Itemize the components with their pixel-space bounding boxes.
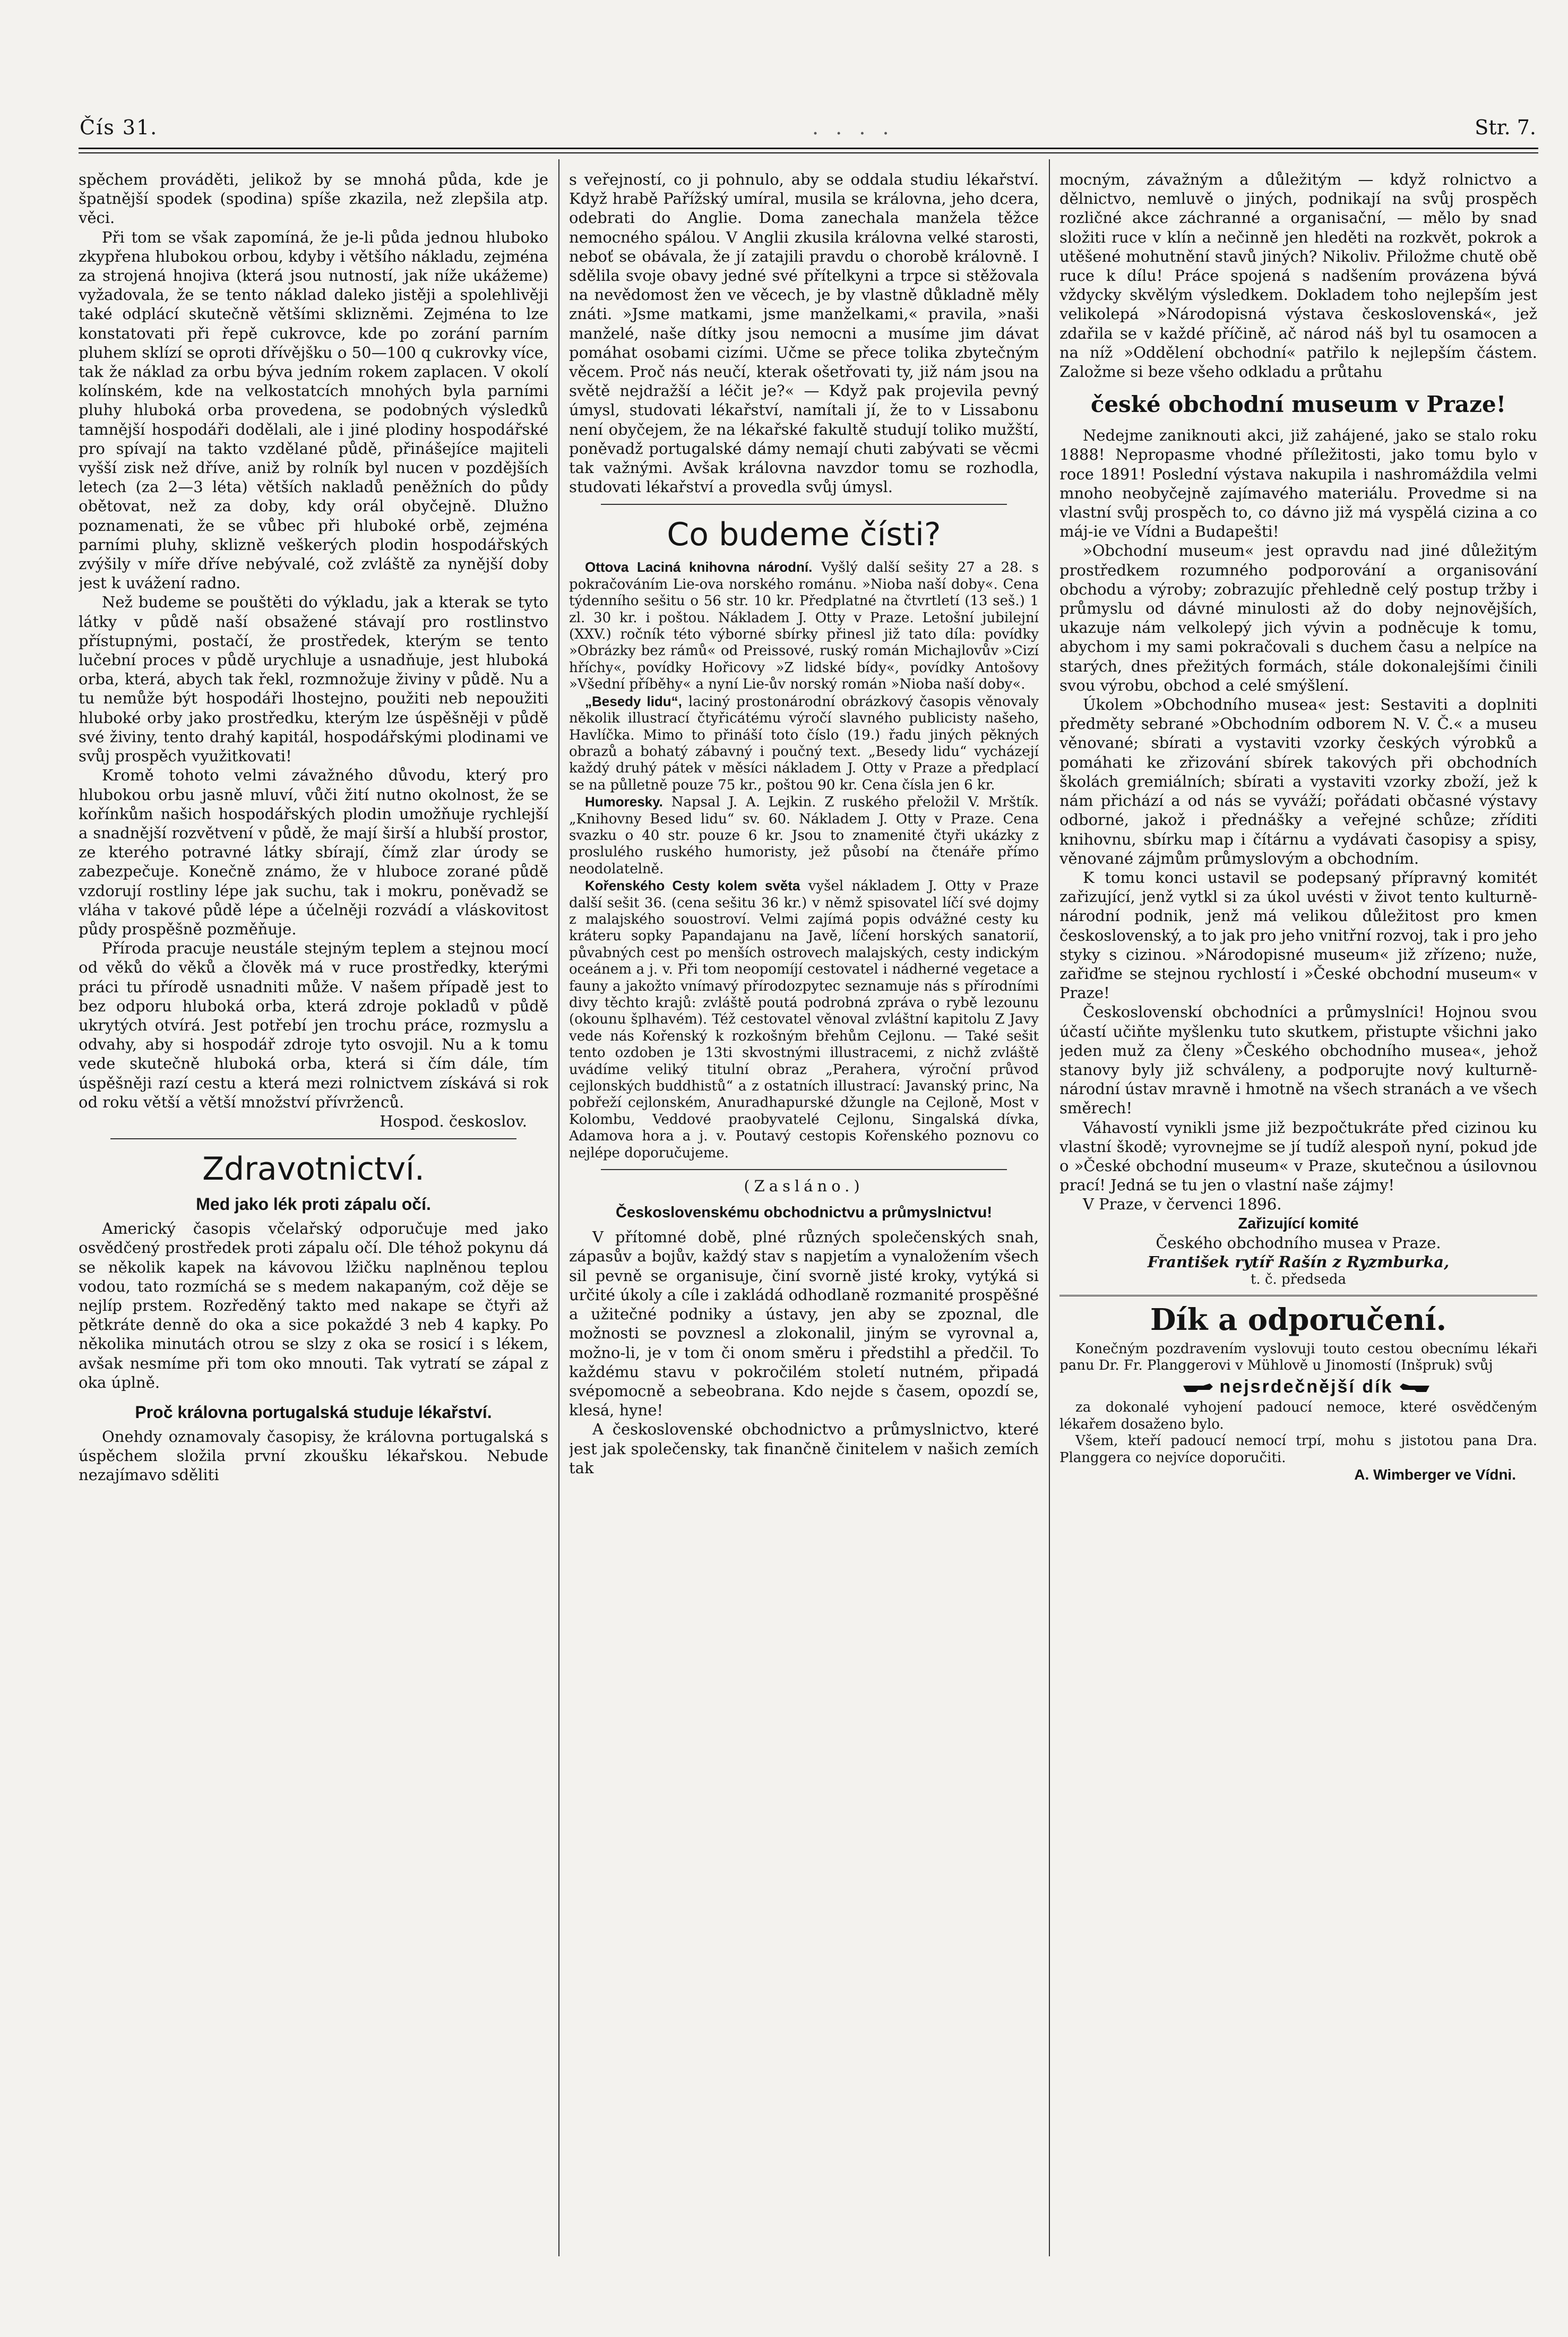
column-3 (1059, 170, 1537, 2256)
notice-text: Napsal J. A. Lejkin. Z ruského přeložil V. Mrštík. „Knihovny Besed lidu“ sv. 60. Nákladem J. Otty v Praze. Cena svazku o 40 str. pouze 6 kr. Jsou to znamenité čtyři ukázky z proslulého ruského humoristy, jež působí na čtenáře přímo neodolatelně. (569, 794, 1039, 877)
article-heading-appeal: Československému obchodnictvu a průmyslnictvu! (615, 1204, 993, 1222)
pointing-hand-icon (1182, 1381, 1214, 1394)
zaslano-label: (Zasláno.) (744, 1177, 864, 1196)
notice-item (569, 693, 1039, 794)
page-number: Str. 7. (1475, 116, 1536, 139)
heading-museum: české obchodní museum v Praze! (1090, 391, 1506, 418)
section-title-health: Zdravotnictví. (202, 1150, 425, 1188)
paragraph: spěchem prováděti, jelikož by se mnohá půda, kde je špatnější spodek (spodina) spíše zkazila, než zlepšila atp. věci. (79, 170, 548, 227)
signer-role: t. č. předseda (1250, 1271, 1347, 1288)
paragraph: Americký časopis včelařský odporučuje med jako osvědčený prostředek proti zápalu očí. Dle téhož pokynu dá se několik kapek na kávovou lžičku naplněnou teplou vodou, tato rozmíchá se s medem nakapaným, což děje se nejlíp prstem. Rozředěný takto med nakape se čtyři až pětkráte denně do oka a sice pokaždé 3 neb 4 kapky. Po několika minutách otrou se slzy z oka se rosicí i s lékem, avšak nesmíme při tom oko mnouti. Tak vytratí se zápal z oka úplně. (79, 1219, 548, 1391)
issue-number: Čís 31. (80, 116, 158, 139)
column-divider (558, 159, 559, 2256)
heading-thanks: Dík a odporučení. (1150, 1302, 1447, 1337)
committee-signer: František rytíř Rašín z Ryzmburka, (1147, 1252, 1450, 1271)
date-line: V Praze, v červenci 1896. (1083, 1195, 1282, 1214)
page-header (80, 111, 1536, 145)
header-center: . . . . (812, 116, 894, 139)
paragraph: Kromě tohoto velmi závažného důvodu, který pro hlubokou orbu jasně mluví, vůči žití nutno okolnost, že se kořínkům našich hospodářských plodin umožňuje rychlejší a snadnější rozvětvení v půdě, že mají širší a hlubší prostor, ze kterého potravné látky sbírají, čímž zlar úrody se zabezpečuje. Konečně známo, že v hluboce zorané půdě vzdorují rostliny lépe jak suchu, tak i mokru, poněvadž se vláha v takové půdě lépe a účelněji rozvádí a vláskovitost půdy prospěšně pozměňuje. (79, 766, 548, 938)
notice-item (569, 878, 1039, 1162)
article-heading-honey: Med jako lék proti zápalu očí. (196, 1195, 431, 1214)
paragraph: Československí obchodníci a průmyslníci! Hojnou svou účastí učiňte myšlenku tuto skutkem, přistupte všichni jako jeden muž za členy »Českého obchodního musea«, jehož stanovy byly již schváleny, a podporujte nový kulturně-národní ústav mravně i hmotně na všech stranách a ve všech směrech! (1059, 1003, 1537, 1118)
notice-text: vyšel nákladem J. Otty v Praze další sešit 36. (cena sešitu 36 kr.) v němž spisovatel líčí své dojmy z malajského souostroví. Velmi zajímá popis odvážné cesty ku kráteru sopky Papandajanu na Javě, líčení horských sanatorií, půvabných cest po menších ostrovech malajských, cesty indickým oceánem a j. v. Při tom neopomíjí cestovatel i nádherné vegetace a fauny a jakožto vnímavý přírodozpytec seznamuje nás s přírodními divy těchto krajů: zvláště poutá podrobná zpráva o rybě lezounu (okounu šplhavém). Též cestovatel věnoval zvláštní kapitolu Z Javy vede nás Kořenský k rozkošným břehům Cejlonu. — Také sešit tento ozdoben je 13ti skvostnými illustracemi, z nichž zvláště uvádíme veliký titulní obraz „Perahera, výroční průvod cejlonských buddhistů“ a z ostatních illustrací: Javanský princ, Na pobřeží cejlonském, Anuradhapurské džungle na Cejloně, Most v Kolombu, Veddové praobyvatelé Cejlonu, Singalská dívka, Adamova hora a j. v. Poutavý cestopis Kořenského poznovu co nejlépe doporučujeme. (569, 878, 1039, 1161)
paragraph: A československé obchodnictvo a průmyslnictvo, které jest jak společensky, tak finančně činitelem v našich zemích tak (569, 1420, 1039, 1477)
article-signature: Hospod. českoslov. (380, 1112, 527, 1130)
separator-rule (601, 504, 1007, 505)
paragraph: Než budeme se pouštěti do výkladu, jak a kterak se tyto látky v půdě naší obsažené stávají pro rostlinstvo přístupnými, postačí, že prostředek, kterým se tento lučební proces v půdě urychluje a usnadňuje, jest hluboká orba, která, abych tak řekl, rozmnožuje živiny v půdě. Nu a tu nemůže být hospodáři lhostejno, použiti neb nepoužiti hluboké orby jako prostředku, kterým lze úspěšněji v půdě své živiny, tento drahý kapitál, hospodářskými plodinami ve svůj prospěch využitkovati! (79, 593, 548, 766)
book-notices (569, 559, 1039, 1162)
column-divider (1049, 159, 1050, 2256)
paragraph: za dokonalé vyhojení padoucí nemoce, které osvědčeným lékařem dosaženo bylo. (1059, 1399, 1537, 1432)
notice-keyword: „Besedy lidu“, (585, 693, 682, 709)
pointing-hand-icon (1399, 1381, 1431, 1394)
committee-title: Zařizující komité (1238, 1215, 1359, 1232)
notice-keyword: Humoresky. (585, 794, 663, 810)
notice-item (569, 559, 1039, 693)
thanks-notice (1059, 1341, 1537, 1483)
paragraph: s veřejností, co ji pohnulo, aby se oddala studiu lékařství. Když hrabě Pařížský umíral, musila se královna, jeho dcera, odebrati do Anglie. Doma zanechala manžela těžce nemocného spálou. V Anglii zkusila královna velké starosti, neboť se obávala, že jí zatajili pravdu o chorobě královně. I sdělila svoje obavy jedné své přítelkyni a trpce si stěžovala na nevědomost žen ve věcech, je by vlastně důkladně měly znáti. »Jsme matkami, jsme manželkami,« pravila, »naši manželé, naše dítky jsou nemocni a musíme jim dávat pomáhat osobami cizími. Učme se přece tolika zbytečným věcem. Proč nás neučí, kterak ošetřovati ty, již nám jsou na světě nejdražší a léčit je?« — Když pak projevila pevný úmysl, studovati lékařství, namítali jí, že to v Lissabonu není obyčejem, že na lékařské fakultě studují toliko mužští, poněvadž portugalské dámy nemají chuti zabývati se věcmi tak važnými. Avšak královna navzdor tomu se rozhodla, studovati lékařství a provedla svůj úmysl. (569, 170, 1039, 496)
notice-text: Vyšlý další sešity 27 a 28. s pokračováním Lie-ova norského románu. »Nioba naší doby«. Cena týdenního sešitu o 56 str. 10 kr. Předplatné na čtvrtletí (13 seš.) 1 zl. 30 kr. i poštou. Nákladem J. Otty v Praze. Letošní jubilejní (XXV.) ročník této výborné sbírky přinesl již tato díla: povídky »Obrázky bez rámů« od Preissové, ruský román Michajlovův »Cizí hříchy«, povídky Hořicovy »Z lidské bídy«, povídky Antošovy »Všední příběhy« a nyní Lie-ův norský román »Nioba naší doby«. (569, 560, 1039, 693)
thanks-signature: A. Wimberger ve Vídni. (1354, 1466, 1516, 1483)
notice-keyword: Kořenského Cesty kolem světa (585, 878, 800, 894)
notice-keyword: Ottova Laciná knihovna národní. (585, 559, 813, 575)
committee-name: Českého obchodního musea v Praze. (1156, 1233, 1441, 1252)
notice-text: laciný prostonárodní obrázkový časopis věnovaly několik illustrací čtyřicátému výročí slavného publicisty našeho, Havlíčka. Mimo to přináší toto číslo (19.) řadu jiných pěkných obrazů a bohatý zábavný i poučný text. „Besedy lidu“ vycházejí každý druhý pátek v měsíci nákladem J. Otty v Praze a předplací se na půlletně pouze 75 kr., poštou 90 kr. Cena čísla jen 6 kr. (569, 693, 1039, 793)
paragraph: Nedejme zaniknouti akci, již zahájené, jako se stalo roku 1888! Nepropasme vhodné příležitosti, jako tomu bylo v roce 1891! Poslední výstava nakupila i nashromáždila velmi mnoho neobyčejně zajímavého materiálu. Provedme si na vlastní svůj prospěch to, co dávno již má vyspělá cizina a co máj-ie ve Vídni a Budapešti! (1059, 426, 1537, 541)
separator-rule (110, 1138, 516, 1139)
section-title-reading: Co budeme čísti? (667, 516, 941, 554)
paragraph: Příroda pracuje neustále stejným teplem a stejnou mocí od věků do věků a člověk má v ruce prostředky, kterými práci tu přírodě usnadniti může. V našem případě jest to bez odporu hluboká orba, která zdroje pokladů v půdě ukrytých otvírá. Jest potřebí jen trochu práce, rozmyslu a odvahy, aby si hospodář zdroje tyto osvojil. Nu a k tomu vede skutečně hluboká orba, která si čím dále, tím úspěšněji razí cestu a která mezi rolnictvem získává si rok od roku větší a větší množství přívrženců. (79, 939, 548, 1111)
paragraph: Onehdy oznamovaly časopisy, že královna portugalská s úspěchem složila první zkoušku lékařskou. Nebude nezajímavo sděliti (79, 1427, 548, 1484)
separator-rule (1059, 1295, 1537, 1296)
paragraph: V přítomné době, plné různých společenských snah, zápasův a bojův, každý stav s napjetím a vynaložením všech sil pevně se organisuje, činí svorně jisté kroky, vytýká si určité úkoly a cíle i zakládá odhodlaně rozmanité prospěšné a užitečné podniky a ústavy, jen aby se zpoznal, dle možnosti se povznesl a zlokonalil, jiným se vyrovnal a, možno-li, je v tom či onom směru i předstihl a předčil. To každému stavu v pokročilém století nutném, připadá svépomocně a sebeobrana. Kdo nejde s časem, opozdí se, klesá, hyne! (569, 1228, 1039, 1420)
separator-rule (601, 1169, 1007, 1170)
paragraph: »Obchodní museum« jest opravdu nad jiné důležitým prostředkem rozumného podporování a organisování obchodu a výroby; zobrazujíc přehledně celý postup tržby i průmyslu od dávné minulosti až do doby nejnovějších, ukazuje nám velkolepý jich vývin a podněcuje k tomu, abychom i my sami pokračovali s duchem času a nelpíce na starých, dnes přežitých formách, stále dokonalejšími činili svou výrobu, obchod a celé smýšlení. (1059, 542, 1537, 694)
thanks-emphasis: nejsrdečnější dík (1219, 1377, 1393, 1397)
header-rule (79, 148, 1538, 153)
paragraph: K tomu konci ustavil se podepsaný přípravný komitét zařizující, jenž vytkl si za úkol uvésti v život tento kulturně-národní podnik, jenž má velikou důležitost pro kmen československý, a to jak pro jeho vnitřní rozvoj, tak i pro jeho styky s cizinou. »Národopisné museum« již zřízeno; nuže, zařiďme se stejnou rychlostí i »České obchodní museum« v Praze! (1059, 868, 1537, 1002)
paragraph: Úkolem »Obchodního musea« jest: Sestaviti a doplniti předměty sebrané »Obchodním odborem N. V. Č.« a museu věnované; sbírati a vystaviti vzorky českých výrobků a pomáhati ke zřizování sbírek takových při obchodních školách gremiálních; sbírati a vystaviti vzorky zboží, jež k nám přichází a od nás se vyváží; pořádati občasné výstavy odborné, jakož i přednášky a veřejné schůze; zříditi knihovnu, sbírku map i čítárnu a vydávati časopisy a spisy, věnované zájmům průmyslovým a obchodním. (1059, 695, 1537, 867)
paragraph: Všem, kteří padoucí nemocí trpí, mohu s jistotou pana Dra. Planggera co nejvíce doporučiti. (1059, 1433, 1537, 1466)
thanks-line (1059, 1374, 1537, 1399)
paragraph: Při tom se však zapomíná, že je-li půda jednou hluboko zkypřena hlubokou orbou, kdyby i většího nákladu, zejména za strojená hnojiva (která jsou nutností, jak níže ukážeme) vyžadovala, že se tento náklad daleko jistěji a spolehlivěji také odplácí skutečně většími sklizněmi. Zejména to lze konstatovati při řepě cukrovce, kde po zorání parním pluhem sklízí se oproti dřívějšku o 50—100 q cukrovky více, tak že náklad za orbu býva jedním rokem zaplacen. V okolí kolínském, kde na velkostatcích mnohých byla parními pluhy hluboká orba provedena, se podobných výsledků tamnější hospodáři dodělali, ale i jiné plodiny hospodářské pro spívají na takto vzdělané půdě, přinášejíce majiteli vyšší zisk než dříve, aniž by rolník byl nucen v pozdějších letech (za 2—3 léta) větších nakladů peněžních do půdy obětovat, než za doby, kdy orál obyčejně. Dlužno poznamenati, že se vůbec při hluboké orbě, zejména parními pluhy, sklizně veškerých plodin hospodářských zvýšily v míře dříve nebývalé, což zvláště za nynější doby jest k uvážení radno. (79, 228, 548, 592)
column-1 (79, 170, 548, 2256)
paragraph: mocným, závažným a důležitým — když rolnictvo a dělnictvo, nemluvě o jiných, podnikají na svůj prospěch rozličné akce záchranné a organisační, — mělo by snad složiti ruce v klín a nečinně jen hleděti na rozkvět, pokrok a utěšené mohutnění stavů jiných? Nikoliv. Přiložme chutě obě ruce k dílu! Práce spojená s nadšením provázena bývá vždycky skvělým výsledkem. Dokladem toho nejlepším jest velikolepá »Národopisná výstava československá«, jež zdařila se v každé příčině, ač národ náš byl tu osamocen a na níž »Oddělení obchodní« patřilo k nejlepším částem. Založme si beze všeho odkladu a průtahu (1059, 170, 1537, 381)
notice-item (569, 794, 1039, 878)
paragraph: Konečným pozdravením vyslovuji touto cestou obecnímu lékaři panu Dr. Fr. Planggerovi v Mühlově u Jinomostí (Inšpruk) svůj (1059, 1341, 1537, 1373)
column-2 (569, 170, 1039, 2256)
article-heading-queen: Proč královna portugalská studuje lékařství. (135, 1402, 492, 1422)
paragraph: Váhavostí vynikli jsme již bezpočtukráte před cizinou ku vlastní škodě; vyrovnejme se jí tudíž alespoň nyní, pokud jde o »České obchodní museum« v Praze, skutečnou a úsilovnou prací! Jedná se tu jen o vlastní naše zájmy! (1059, 1118, 1537, 1195)
